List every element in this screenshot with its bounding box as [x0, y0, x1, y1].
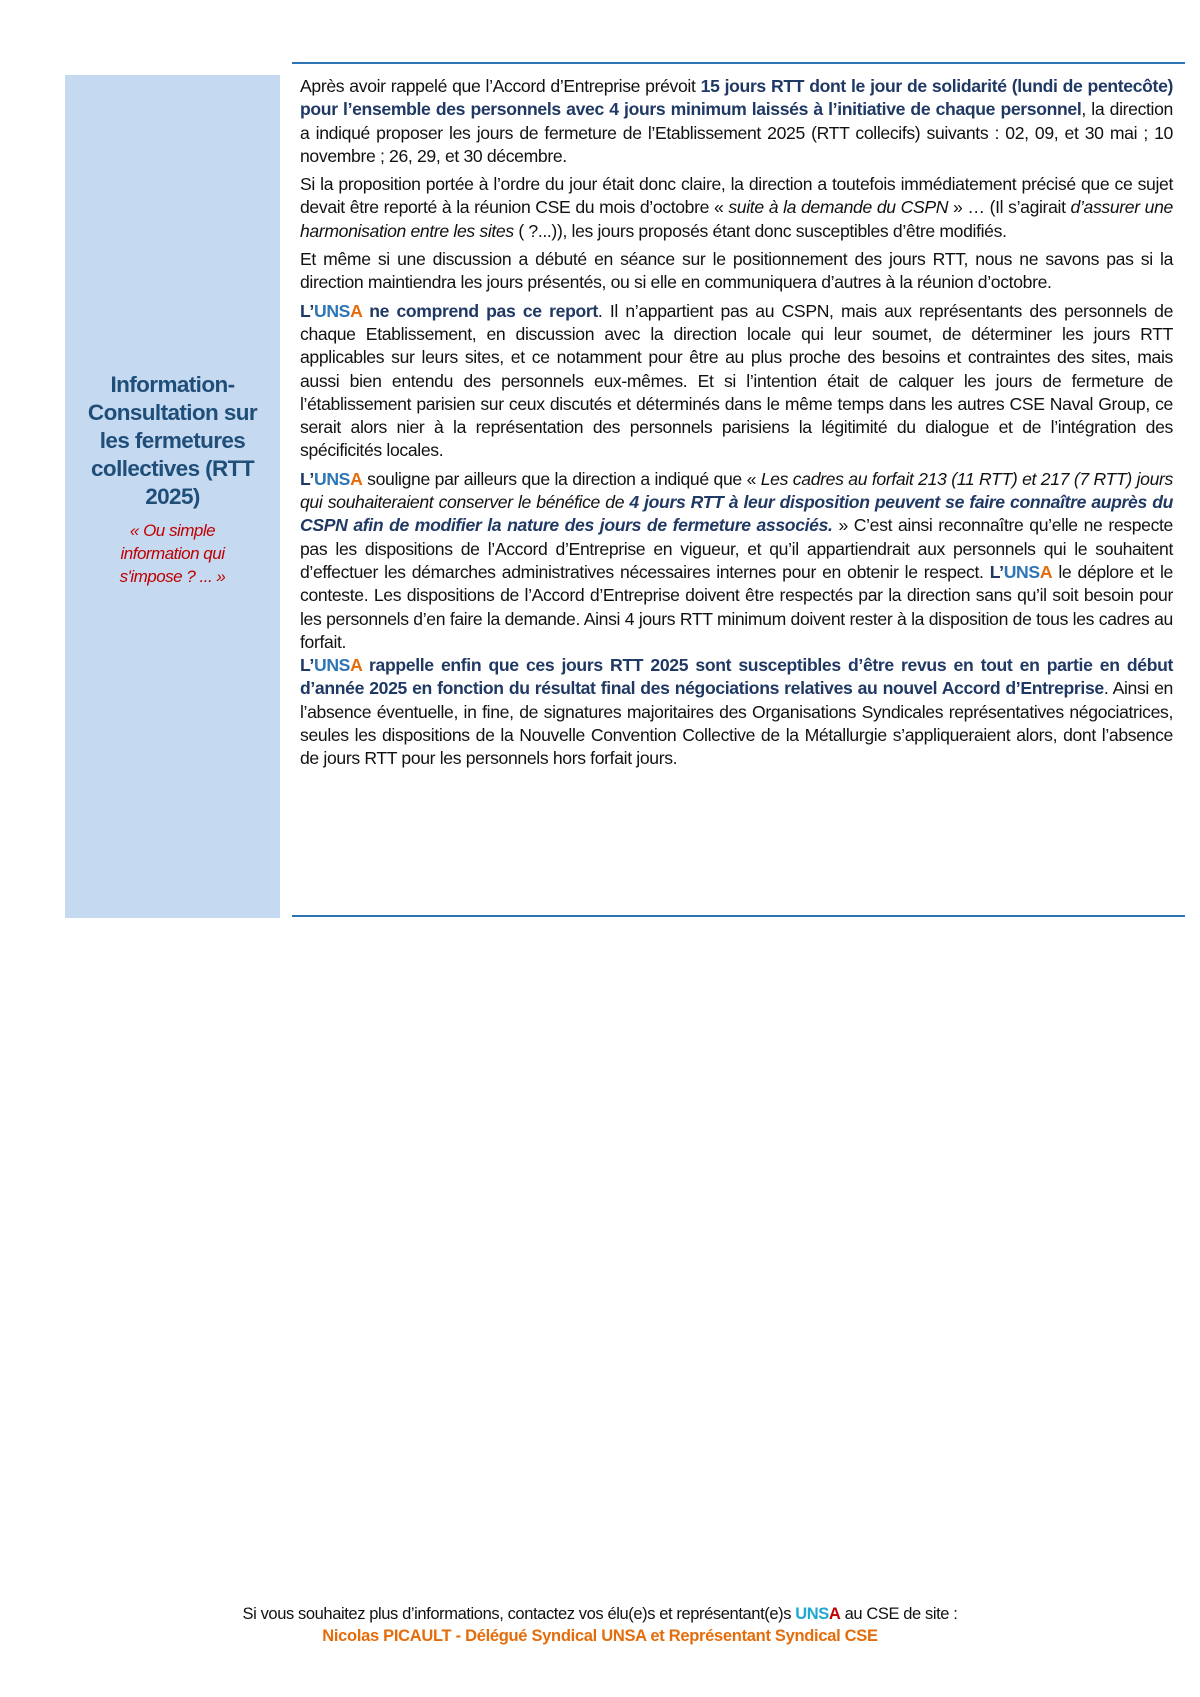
text-run: souligne par ailleurs que la direction a indiqué que «: [362, 468, 761, 489]
text-run: Les cadres au forfait 213 (11 RTT) et 217 (7 RTT) jours qui souhaiteraient conserver le bénéfice de: [300, 468, 1173, 513]
section-title: Information-Consultation sur les fermetures collectives (RTT 2025): [87, 372, 258, 509]
text-run: . Il n’appartient pas au CSPN, mais aux représentants des personnels de chaque Etablissement, en discussion avec la direction locale qui leur soumet, de déterminer les jours RTT applicables sur leurs sites, et ce notamment pour être au plus proche des besoins et contraintes des sites, mais aussi bien entendu des personnels eux-mêmes. Et si l’intention était de calquer les jours de fermeture de l’établissement parisien sur ceux discutés et déterminés dans le même temps dans les autres CSE Naval Group, ce serait alors nier à la représentation des personnels parisiens la légitimité du dialogue et de l’intégration des spécificités locales.: [300, 300, 1174, 461]
unsa-logo-text: UNS: [313, 655, 351, 676]
unsa-logo-text: UNS: [1003, 561, 1040, 582]
unsa-logo-text: UNS: [313, 300, 351, 321]
text-run: . Ainsi en l’absence éventuelle, in fine, de signatures majoritaires des Organisations Syndicales représentatives négociatrices, seules les dispositions de la Nouvelle Convention Collective de la Métallurgie s’appliqueraient alors, dont l’absence de jours RTT pour les personnels hors forfait jours.: [300, 678, 1173, 769]
top-divider: [292, 62, 1185, 64]
text-run: L’: [300, 655, 314, 676]
text-run: le déplore et le conteste. Les dispositions de l’Accord d’Entreprise doivent être respectés par la direction sans qu’il soit besoin pour les personnels d’en faire la demande. Ainsi 4 jours RTT minimum doivent rester à la disposition de tous les cadres au forfait.: [300, 561, 1173, 652]
text-run: ne comprend pas ce report: [361, 300, 598, 321]
text-run: 4 jours RTT à leur disposition peuvent se faire connaître auprès du CSPN afin de modifier la nature des jours de fermeture associés.: [300, 492, 1173, 536]
body-paragraph: [300, 468, 1173, 654]
body-paragraph: [300, 75, 1173, 168]
text-run: L’: [300, 468, 314, 489]
unsa-logo-text-a: A: [828, 1605, 841, 1623]
text-run: Après avoir rappelé que l’Accord d’Entreprise prévoit: [300, 76, 701, 96]
unsa-logo-text: A: [350, 300, 362, 321]
body-paragraph: [300, 173, 1173, 243]
footer-representative: Nicolas PICAULT - Délégué Syndical UNSA et Représentant Syndical CSE: [322, 1627, 878, 1645]
bottom-divider: [292, 915, 1185, 917]
text-run: » C’est ainsi reconnaître qu’elle ne respecte pas les dispositions de l’Accord d’Entreprise en vigueur, et qu’il appartiendrait aux personnels qui le souhaitent d’effectuer les démarches administratives nécessaires internes pour en obtenir le respect.: [300, 515, 1173, 582]
body-paragraph: [300, 300, 1173, 463]
footer-contact-line: [0, 1605, 1200, 1624]
text-run: ( ?...)), les jours proposés étant donc susceptibles d’être modifiés.: [513, 220, 1007, 241]
text-run: 15 jours RTT dont le jour de solidarité (lundi de pentecôte) pour l’ensemble des personnels avec 4 jours minimum laissés à l’initiative de chaque personnel: [300, 76, 1174, 120]
unsa-logo-text: UNS: [313, 468, 351, 489]
body-paragraph: [300, 654, 1173, 770]
unsa-logo-text: A: [350, 468, 363, 489]
body-paragraph: [300, 248, 1173, 295]
text-run: L’: [989, 561, 1004, 582]
unsa-logo-text: A: [1039, 561, 1053, 582]
unsa-logo-text: UNS: [795, 1605, 829, 1623]
text-run: , la direction a indiqué proposer les jours de fermeture de l’Etablissement 2025 (RTT collecifs) suivants : 02, 09, et 30 mai ; 10 novembre ; 26, 29, et 30 décembre.: [300, 99, 1173, 166]
text-run: Et même si une discussion a débuté en séance sur le positionnement des jours RTT, nous ne savons pas si la direction maintiendra les jours présentés, ou si elle en communiquera d’autres à la réunion d’octobre.: [300, 249, 1173, 293]
unsa-logo-text: A: [350, 655, 362, 676]
section-body: [300, 75, 1173, 771]
text-run: » … (Il s’agirait: [948, 197, 1071, 218]
text-run: rappelle enfin que ces jours RTT 2025 sont susceptibles d’être revus en tout en partie en début d’année 2025 en fonction du résultat final des négociations relatives au nouvel Accord d’Entreprise: [300, 655, 1173, 699]
text-run: L’: [300, 300, 314, 321]
text-run: Si la proposition portée à l’ordre du jour était donc claire, la direction a toutefois immédiatement précisé que ce sujet devait être reporté à la réunion CSE du mois d’octobre «: [300, 174, 1173, 218]
text-run: d’assurer une harmonisation entre les sites: [300, 197, 1173, 241]
footer-text: Si vous souhaitez plus d’informations, contactez vos élu(e)s et représentant(e)s: [242, 1605, 796, 1623]
text-run: suite à la demande du CSPN: [728, 197, 949, 218]
section-subtitle: « Ou simple information qui s'impose ? ... »: [119, 521, 226, 586]
section-sidebar: [65, 75, 280, 918]
footer-text-end: au CSE de site :: [840, 1605, 958, 1623]
